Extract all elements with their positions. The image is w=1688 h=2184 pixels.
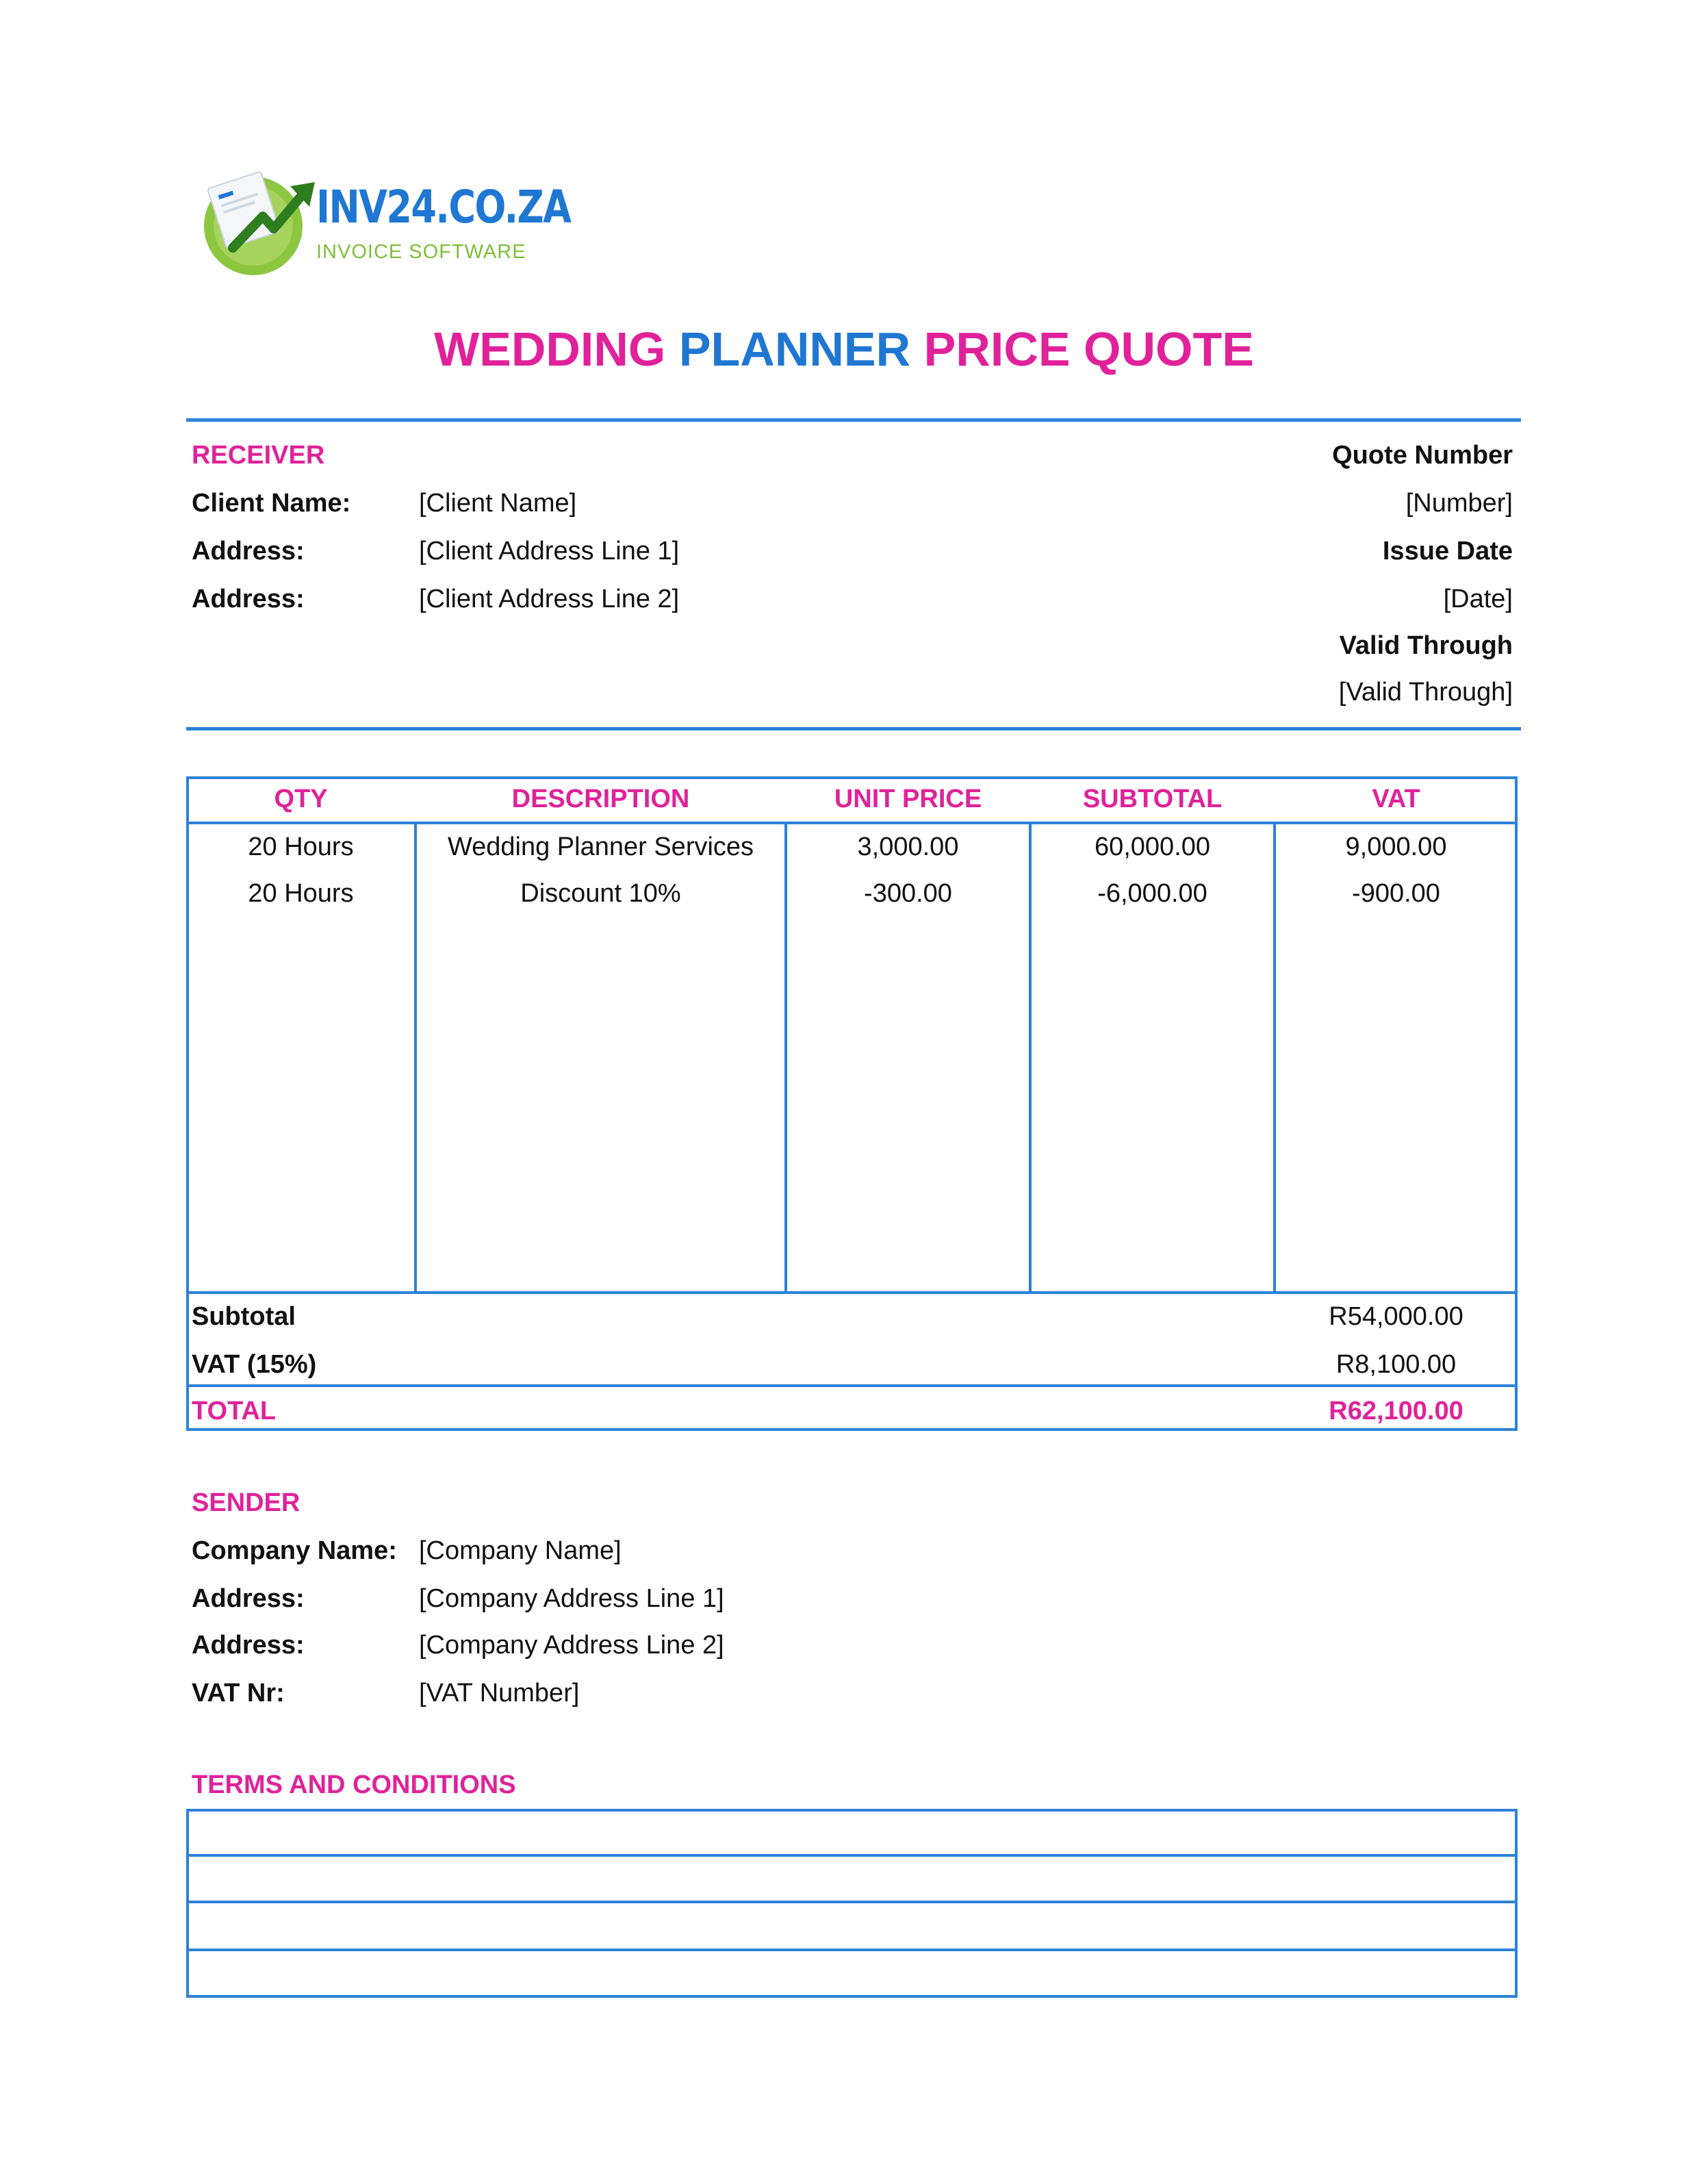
terms-row-divider [186, 1901, 1518, 1903]
table-cell-qty: 20 Hours [248, 833, 354, 861]
title-part-1: WEDDING [434, 322, 666, 376]
sender-value: [Company Address Line 1] [419, 1584, 724, 1613]
terms-row-divider [186, 1948, 1518, 1951]
sender-heading: SENDER [192, 1488, 300, 1517]
sender-label: Address: [192, 1631, 305, 1660]
items-table [186, 776, 1518, 1431]
receiver-heading: RECEIVER [192, 441, 325, 470]
table-cell-qty: 20 Hours [248, 879, 354, 908]
sender-label: Address: [192, 1584, 305, 1613]
valid-through-label: Valid Through [1339, 631, 1513, 660]
column-header-description: DESCRIPTION [511, 785, 690, 813]
logo-tagline: INVOICE SOFTWARE [316, 241, 526, 263]
total-rule [186, 1384, 1518, 1387]
page-title [0, 322, 1688, 377]
subtotal-label: Subtotal [192, 1302, 296, 1331]
terms-heading: TERMS AND CONDITIONS [192, 1770, 516, 1799]
valid-through-value: [Valid Through] [1338, 678, 1513, 707]
total-value: R62,100.00 [1329, 1397, 1463, 1425]
receiver-label: Client Name: [192, 489, 351, 518]
vat-label: VAT (15%) [192, 1350, 317, 1379]
sender-value: [Company Address Line 2] [419, 1631, 724, 1660]
sender-label: Company Name: [192, 1536, 397, 1565]
table-cell-vat: 9,000.00 [1345, 833, 1447, 861]
issue-date-value: [Date] [1443, 585, 1513, 613]
divider-middle [186, 727, 1521, 731]
logo-brand: INV24.CO.ZA [316, 181, 571, 233]
sender-value: [Company Name] [419, 1536, 622, 1565]
receiver-value: [Client Address Line 1] [419, 537, 680, 566]
terms-table [186, 1809, 1518, 1998]
sender-value: [VAT Number] [419, 1679, 580, 1707]
receiver-label: Address: [192, 585, 305, 613]
total-label: TOTAL [192, 1397, 277, 1425]
items-bottom-rule [186, 1291, 1518, 1294]
issue-date-label: Issue Date [1382, 537, 1513, 566]
receiver-label: Address: [192, 537, 305, 566]
column-header-qty: QTY [274, 785, 328, 813]
title-part-2: PLANNER [678, 322, 911, 376]
table-cell-unit-price: 3,000.00 [857, 833, 959, 861]
table-cell-description: Discount 10% [520, 879, 681, 908]
table-cell-vat: -900.00 [1352, 879, 1440, 908]
column-header-subtotal: SUBTOTAL [1082, 785, 1223, 813]
table-cell-description: Wedding Planner Services [447, 833, 754, 861]
quote-number-label: Quote Number [1332, 441, 1513, 470]
receiver-value: [Client Address Line 2] [419, 585, 680, 613]
table-header-rule [186, 822, 1518, 824]
title-part-3: PRICE QUOTE [923, 322, 1254, 376]
divider-top [186, 418, 1521, 422]
terms-row-divider [186, 1854, 1518, 1857]
subtotal-value: R54,000.00 [1329, 1302, 1463, 1331]
table-cell-subtotal: 60,000.00 [1094, 833, 1211, 861]
table-cell-subtotal: -6,000.00 [1097, 879, 1207, 908]
column-header-vat: VAT [1372, 785, 1420, 813]
table-cell-unit-price: -300.00 [864, 879, 952, 908]
sender-label: VAT Nr: [192, 1679, 285, 1707]
quote-number-value: [Number] [1405, 489, 1513, 518]
column-header-unit-price: UNIT PRICE [834, 785, 982, 813]
vat-value: R8,100.00 [1335, 1350, 1457, 1379]
receiver-value: [Client Name] [419, 489, 577, 518]
